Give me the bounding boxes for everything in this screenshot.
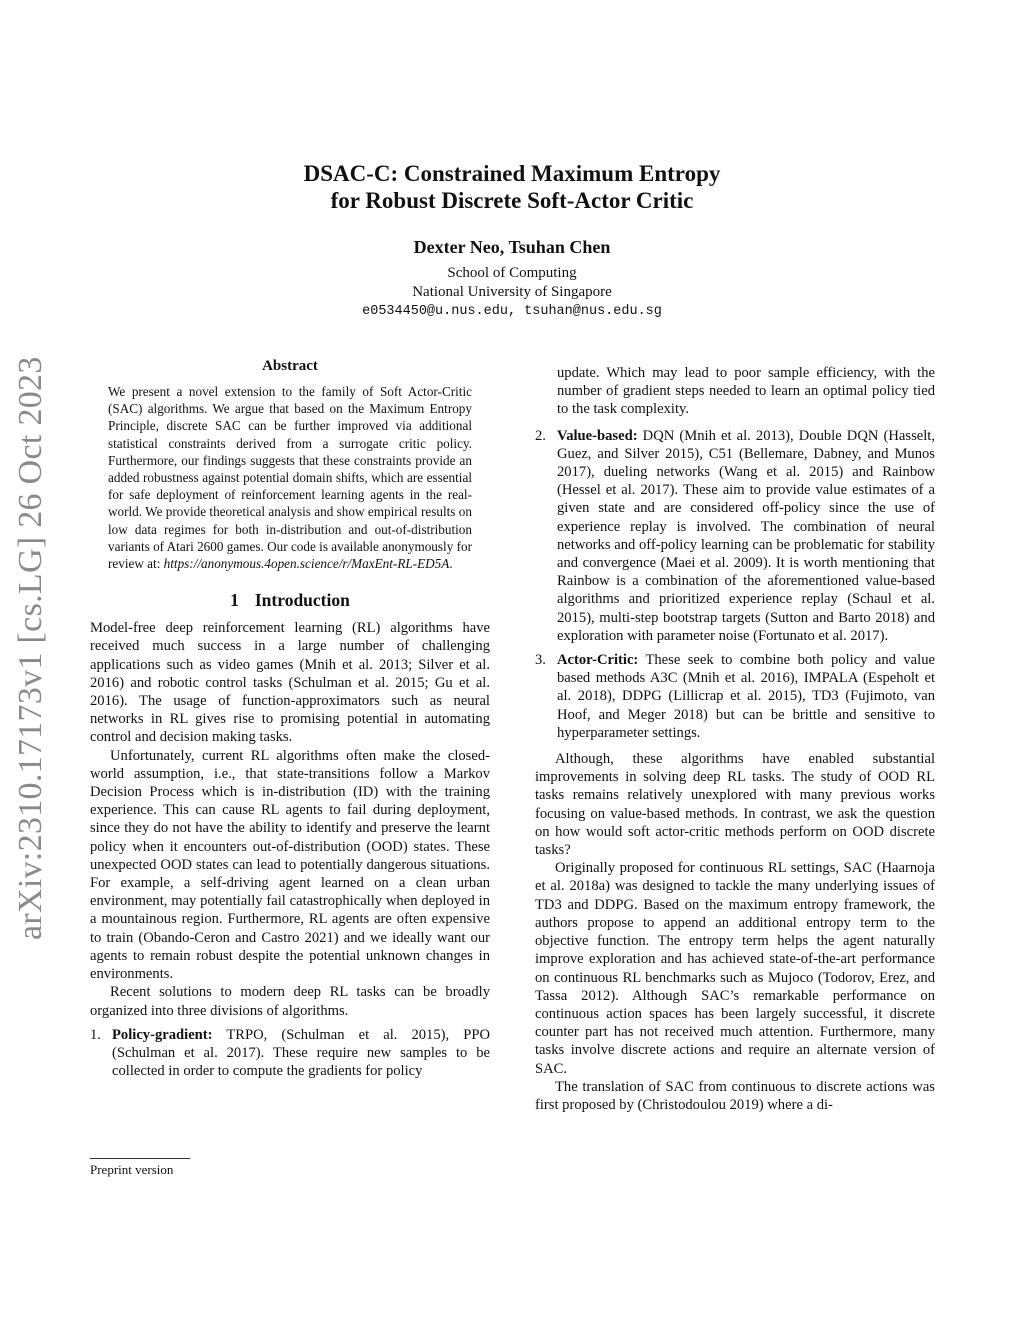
section-number: 1 [230,590,239,611]
abstract-text: We present a novel extension to the family of Soft Actor-Critic (SAC) algorithms. We argue that based on the Maximum Entropy Principle, discrete SAC can be further improved via additional statistical constraints derived from a surrogate critic policy. Furthermore, our findings suggests that these constraints provide an added robustness against potential domain shifts, which are essential for safe deployment of reinforcement learning agents in the real-world. We provide theoretical analysis and show empirical results on low data regimes for both in-distribution and out-of-distribution variants of Atari 2600 games. Our code is available anonymously for review at: [108,384,472,572]
intro-paragraph-1: Model-free deep reinforcement learning (RL) algorithms have received much success in a large number of challenging applications such as video games (Mnih et al. 2013; Silver et al. 2016) and robotic control tasks (Schulman et al. 2015; Gu et al. 2016). The usage of function-approximators such as neural networks in RL gives rise to promising potential in automating control and decision making tasks. [90,620,490,746]
list-marker: 2. [535,427,546,444]
section-title: Introduction [254,590,350,611]
list-item-text: These seek to combine both policy and value based methods A3C (Mnih et al. 2016), IMPALA (Espeholt et al. 2018), DDPG (Lillicrap et al. 2015), TD3 (Fujimoto, van Hoof, and Meger 2018) but can be brittle and sensitive to hyperparameter settings. [557,652,935,741]
footnote-divider [90,1158,190,1159]
list-item-text: DQN (Mnih et al. 2013), Double DQN (Hasselt, Guez, and Silver 2015), C51 (Bellemare, Dabney, and Munos 2017), dueling networks (Wang et al. 2015) and Rainbow (Hessel et al. 2017). These aim to provide value estimates of a given state and are considered off-policy since the use of experience replay is involved. The combination of neural networks and off-policy learning can be problematic for stability and convergence (Maei et al. 2009). It is worth mentioning that Rainbow is a combination of the aforementioned value-based algorithms and prioritized experience replay (Schaul et al. 2015), multi-step bootstrap targets (Sutton and Barto 2018) and exploration with parameter noise (Fortunato et al. 2017). [557,427,935,644]
intro-paragraph-4: Although, these algorithms have enabled substantial improvements in solving deep RL tasks. The study of OOD RL tasks remains relatively unexplored with many previous works focusing on value-based methods. In contrast, we ask the question on how would soft actor-critic methods perform on OOD discrete tasks? [535,751,935,859]
authors: Dexter Neo, Tsuhan Chen [413,237,611,257]
list-item-actor-critic [535,651,935,742]
intro-paragraph-2: Unfortunately, current RL algorithms often make the closed-world assumption, i.e., that state-transitions follow a Markov Decision Process which is in-distribution (ID) with the training experience. This can cause RL agents to fail during deployment, since they do not have the ability to identify and preserve the learnt policy when it encounters out-of-distribution (OOD) states. These unexpected OOD states can lead to potentially dangerous situations. For example, a self-driving agent learned on a clean urban environment, may potentially fail catastrophically when deployed in a mountainous region. Furthermore, RL agents are often expensive to train (Obando-Ceron and Castro 2021) and we ideally want our agents to remain robust despite the potential unknown changes in environments. [90,747,490,983]
affiliation-university: National University of Singapore [412,284,612,300]
author-emails[interactable]: e0534450@u.nus.edu, tsuhan@nus.edu.sg [362,304,662,319]
footnote: Preprint version [90,1162,174,1177]
abstract-heading: Abstract [262,358,318,374]
list-marker: 1. [90,1026,101,1043]
list-item-value-based [535,427,935,645]
paper-title [0,160,1024,214]
affiliation-school: School of Computing [447,265,577,281]
intro-paragraph-5: Originally proposed for continuous RL settings, SAC (Haarnoja et al. 2018a) was designed to tackle the many underlying issues of TD3 and DDPG. Based on the maximum entropy framework, the authors propose to append an additional entropy term to the objective function. The entropy term helps the agent naturally improve exploration and has achieved state-of-the-art performance on continuous RL benchmarks such as Mujoco (Todorov, Erez, and Tassa 2012). Although SAC’s remarkable performance on continuous action spaces has been largely successful, it discrete counter part has not received much attention. Furthermore, many tasks involve discrete actions and require an alternate version of SAC. [535,860,935,1077]
title-line-1: DSAC-C: Constrained Maximum Entropy [303,161,721,186]
arxiv-stamp: arXiv:2310.17173v1 [cs.LG] 26 Oct 2023 [12,356,49,940]
list-item-continuation: update. Which may lead to poor sample efficiency, with the number of gradient steps needed to learn an optimal policy tied to the task complexity. [557,365,935,418]
algorithm-list-part-1 [90,1026,490,1081]
list-item-text: TRPO, (Schulman et al. 2015), PPO (Schulman et al. 2017). These require new samples to be collected in order to compute the gradients for policy [112,1026,490,1080]
algorithm-list-part-2 [535,427,935,742]
left-column [90,358,490,1088]
section-heading-introduction [90,590,490,611]
affiliation [0,264,1024,321]
right-column [535,364,935,1114]
intro-paragraph-3: Recent solutions to modern deep RL tasks can be broadly organized into three divisions of algorithms. [90,984,490,1019]
list-item-lead: Actor-Critic: [557,652,639,669]
list-marker: 3. [535,652,546,669]
abstract-body [108,383,472,572]
intro-paragraph-6: The translation of SAC from continuous to discrete actions was first proposed by (Christodoulou 2019) where a di- [535,1078,935,1113]
list-item-lead: Policy-gradient: [112,1026,213,1043]
abstract-end: . [449,556,453,572]
list-item-lead: Value-based: [557,427,638,444]
list-item-policy-gradient [90,1026,490,1081]
code-link[interactable]: https://anonymous.4open.science/r/MaxEnt-RL-ED5A [163,556,450,572]
title-line-2: for Robust Discrete Soft-Actor Critic [330,188,694,213]
